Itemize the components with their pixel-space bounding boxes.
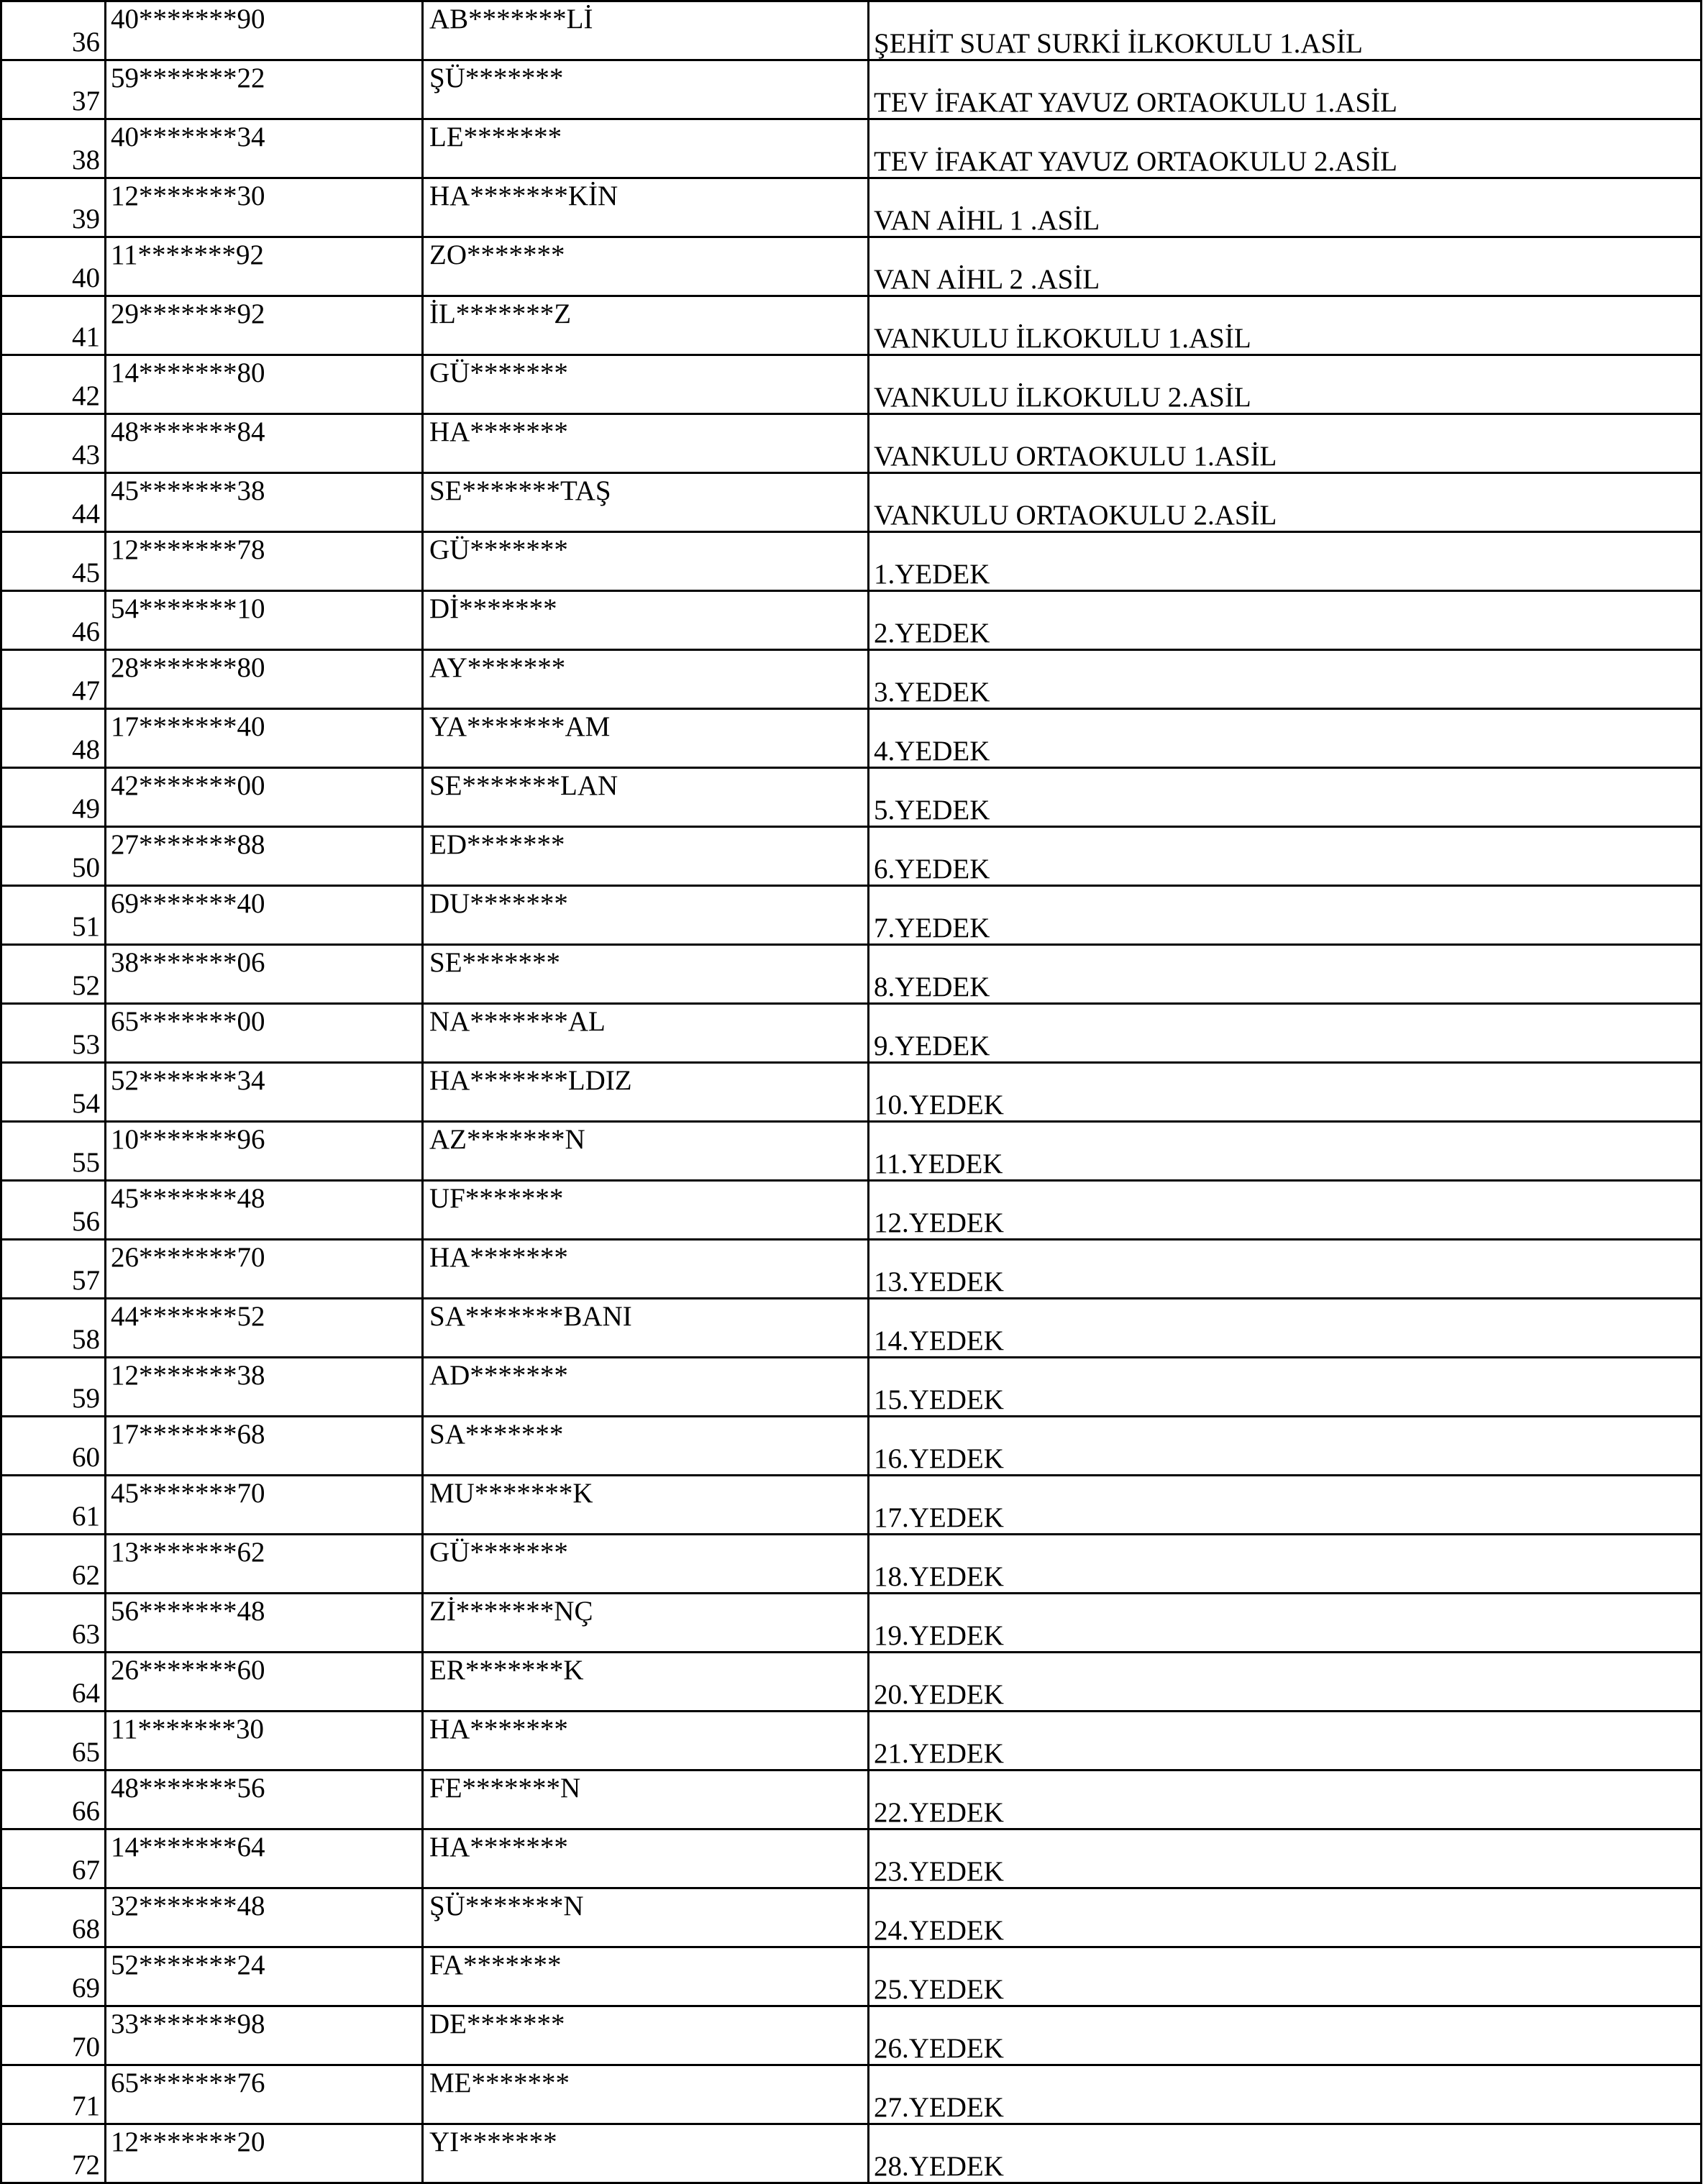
row-number: 53 (1, 1004, 106, 1063)
row-number: 44 (1, 473, 106, 532)
person-name: FA******* (423, 1947, 869, 2006)
table-row (1, 355, 1702, 414)
table-row (1, 1181, 1702, 1240)
id-number: 45*******70 (106, 1476, 423, 1535)
table-row (1, 237, 1702, 296)
row-number: 38 (1, 119, 106, 178)
table-row (1, 473, 1702, 532)
person-name: HA******* (423, 414, 869, 473)
id-number: 48*******84 (106, 414, 423, 473)
table-row (1, 1888, 1702, 1947)
school-assignment: TEV İFAKAT YAVUZ ORTAOKULU 2.ASİL (869, 119, 1702, 178)
id-number: 40*******90 (106, 1, 423, 60)
school-assignment: 11.YEDEK (869, 1122, 1702, 1181)
table-body (1, 1, 1702, 2183)
table-row (1, 178, 1702, 237)
table-row (1, 2006, 1702, 2065)
row-number: 55 (1, 1122, 106, 1181)
person-name: HA******* (423, 1829, 869, 1888)
school-assignment: VANKULU İLKOKULU 1.ASİL (869, 296, 1702, 355)
id-number: 32*******48 (106, 1888, 423, 1947)
school-assignment: TEV İFAKAT YAVUZ ORTAOKULU 1.ASİL (869, 60, 1702, 119)
row-number: 52 (1, 945, 106, 1004)
person-name: AB*******Lİ (423, 1, 869, 60)
person-name: NA*******AL (423, 1004, 869, 1063)
table-row (1, 1947, 1702, 2006)
row-number: 41 (1, 296, 106, 355)
person-name: SA******* (423, 1417, 869, 1476)
person-name: ME******* (423, 2065, 869, 2124)
id-number: 17*******40 (106, 709, 423, 768)
person-name: GÜ******* (423, 532, 869, 591)
table-row (1, 886, 1702, 945)
table-row (1, 1063, 1702, 1122)
school-assignment: 4.YEDEK (869, 709, 1702, 768)
row-number: 68 (1, 1888, 106, 1947)
school-assignment: 13.YEDEK (869, 1240, 1702, 1299)
person-name: AY******* (423, 650, 869, 709)
id-number: 65*******00 (106, 1004, 423, 1063)
row-number: 50 (1, 827, 106, 886)
id-number: 65*******76 (106, 2065, 423, 2124)
school-assignment: 27.YEDEK (869, 2065, 1702, 2124)
row-number: 67 (1, 1829, 106, 1888)
person-name: YA*******AM (423, 709, 869, 768)
table-row (1, 119, 1702, 178)
row-number: 60 (1, 1417, 106, 1476)
id-number: 10*******96 (106, 1122, 423, 1181)
school-assignment: ŞEHİT SUAT SURKİ İLKOKULU 1.ASİL (869, 1, 1702, 60)
row-number: 43 (1, 414, 106, 473)
id-number: 45*******48 (106, 1181, 423, 1240)
table-row (1, 768, 1702, 827)
person-name: SE*******TAŞ (423, 473, 869, 532)
person-name: SE*******LAN (423, 768, 869, 827)
person-name: ZO******* (423, 237, 869, 296)
row-number: 39 (1, 178, 106, 237)
school-assignment: 16.YEDEK (869, 1417, 1702, 1476)
school-assignment: 10.YEDEK (869, 1063, 1702, 1122)
id-number: 48*******56 (106, 1770, 423, 1829)
school-assignment: 7.YEDEK (869, 886, 1702, 945)
person-name: YI******* (423, 2124, 869, 2183)
row-number: 54 (1, 1063, 106, 1122)
id-number: 42*******00 (106, 768, 423, 827)
school-assignment: 22.YEDEK (869, 1770, 1702, 1829)
id-number: 56*******48 (106, 1594, 423, 1653)
person-name: UF******* (423, 1181, 869, 1240)
id-number: 29*******92 (106, 296, 423, 355)
table-row (1, 532, 1702, 591)
table-row (1, 1653, 1702, 1712)
id-number: 52*******34 (106, 1063, 423, 1122)
row-number: 70 (1, 2006, 106, 2065)
school-assignment: 12.YEDEK (869, 1181, 1702, 1240)
person-name: HA*******LDIZ (423, 1063, 869, 1122)
table-row (1, 1476, 1702, 1535)
school-assignment: 1.YEDEK (869, 532, 1702, 591)
row-number: 63 (1, 1594, 106, 1653)
id-number: 33*******98 (106, 2006, 423, 2065)
row-number: 69 (1, 1947, 106, 2006)
person-name: FE*******N (423, 1770, 869, 1829)
school-assignment: 3.YEDEK (869, 650, 1702, 709)
id-number: 45*******38 (106, 473, 423, 532)
table-row (1, 1240, 1702, 1299)
row-number: 46 (1, 591, 106, 650)
person-name: İL*******Z (423, 296, 869, 355)
person-name: HA******* (423, 1712, 869, 1770)
person-name: DE******* (423, 2006, 869, 2065)
id-number: 12*******38 (106, 1358, 423, 1417)
table-row (1, 1122, 1702, 1181)
table-row (1, 1712, 1702, 1770)
id-number: 40*******34 (106, 119, 423, 178)
id-number: 14*******80 (106, 355, 423, 414)
row-number: 72 (1, 2124, 106, 2183)
id-number: 27*******88 (106, 827, 423, 886)
id-number: 38*******06 (106, 945, 423, 1004)
school-assignment: VANKULU ORTAOKULU 1.ASİL (869, 414, 1702, 473)
school-assignment: VANKULU İLKOKULU 2.ASİL (869, 355, 1702, 414)
id-number: 14*******64 (106, 1829, 423, 1888)
id-number: 12*******30 (106, 178, 423, 237)
table-row (1, 60, 1702, 119)
id-number: 69*******40 (106, 886, 423, 945)
person-name: SA*******BANI (423, 1299, 869, 1358)
school-assignment: 25.YEDEK (869, 1947, 1702, 2006)
school-assignment: 20.YEDEK (869, 1653, 1702, 1712)
id-number: 12*******20 (106, 2124, 423, 2183)
school-assignment: 15.YEDEK (869, 1358, 1702, 1417)
id-number: 44*******52 (106, 1299, 423, 1358)
person-name: GÜ******* (423, 1535, 869, 1594)
table-row (1, 650, 1702, 709)
school-assignment: VAN AİHL 2 .ASİL (869, 237, 1702, 296)
person-name: SE******* (423, 945, 869, 1004)
row-number: 49 (1, 768, 106, 827)
id-number: 11*******30 (106, 1712, 423, 1770)
person-name: Zİ*******NÇ (423, 1594, 869, 1653)
person-name: ŞÜ******* (423, 60, 869, 119)
row-number: 45 (1, 532, 106, 591)
id-number: 12*******78 (106, 532, 423, 591)
row-number: 64 (1, 1653, 106, 1712)
table-row (1, 591, 1702, 650)
row-number: 59 (1, 1358, 106, 1417)
school-assignment: 24.YEDEK (869, 1888, 1702, 1947)
school-assignment: 6.YEDEK (869, 827, 1702, 886)
id-number: 17*******68 (106, 1417, 423, 1476)
table-row (1, 1004, 1702, 1063)
table-row (1, 2124, 1702, 2183)
person-name: GÜ******* (423, 355, 869, 414)
row-number: 36 (1, 1, 106, 60)
row-number: 58 (1, 1299, 106, 1358)
person-name: ED******* (423, 827, 869, 886)
school-assignment: 17.YEDEK (869, 1476, 1702, 1535)
row-number: 62 (1, 1535, 106, 1594)
school-assignment: 2.YEDEK (869, 591, 1702, 650)
person-name: HA*******KİN (423, 178, 869, 237)
school-assignment: 14.YEDEK (869, 1299, 1702, 1358)
school-assignment: VAN AİHL 1 .ASİL (869, 178, 1702, 237)
person-name: ER*******K (423, 1653, 869, 1712)
table-row (1, 1829, 1702, 1888)
id-number: 13*******62 (106, 1535, 423, 1594)
row-number: 66 (1, 1770, 106, 1829)
id-number: 52*******24 (106, 1947, 423, 2006)
person-name: DU******* (423, 886, 869, 945)
person-name: AZ*******N (423, 1122, 869, 1181)
school-assignment: 28.YEDEK (869, 2124, 1702, 2183)
row-number: 51 (1, 886, 106, 945)
table-row (1, 1299, 1702, 1358)
table-row (1, 709, 1702, 768)
table-row (1, 1, 1702, 60)
school-assignment: VANKULU ORTAOKULU 2.ASİL (869, 473, 1702, 532)
person-name: HA******* (423, 1240, 869, 1299)
row-number: 47 (1, 650, 106, 709)
school-assignment: 9.YEDEK (869, 1004, 1702, 1063)
row-number: 48 (1, 709, 106, 768)
table-row (1, 414, 1702, 473)
person-name: ŞÜ*******N (423, 1888, 869, 1947)
row-number: 56 (1, 1181, 106, 1240)
table-row (1, 1535, 1702, 1594)
school-assignment: 26.YEDEK (869, 2006, 1702, 2065)
id-number: 54*******10 (106, 591, 423, 650)
school-assignment: 23.YEDEK (869, 1829, 1702, 1888)
table-row (1, 1417, 1702, 1476)
row-number: 61 (1, 1476, 106, 1535)
person-name: LE******* (423, 119, 869, 178)
school-assignment: 5.YEDEK (869, 768, 1702, 827)
id-number: 26*******70 (106, 1240, 423, 1299)
school-assignment: 19.YEDEK (869, 1594, 1702, 1653)
row-number: 40 (1, 237, 106, 296)
school-assignment: 18.YEDEK (869, 1535, 1702, 1594)
school-assignment: 21.YEDEK (869, 1712, 1702, 1770)
person-name: Dİ******* (423, 591, 869, 650)
row-number: 71 (1, 2065, 106, 2124)
id-number: 11*******92 (106, 237, 423, 296)
person-name: AD******* (423, 1358, 869, 1417)
row-number: 65 (1, 1712, 106, 1770)
table-row (1, 1594, 1702, 1653)
table-row (1, 2065, 1702, 2124)
table-row (1, 296, 1702, 355)
row-number: 42 (1, 355, 106, 414)
table-row (1, 945, 1702, 1004)
row-number: 37 (1, 60, 106, 119)
school-assignment: 8.YEDEK (869, 945, 1702, 1004)
id-number: 28*******80 (106, 650, 423, 709)
table-row (1, 827, 1702, 886)
id-number: 26*******60 (106, 1653, 423, 1712)
table-row (1, 1770, 1702, 1829)
row-number: 57 (1, 1240, 106, 1299)
person-name: MU*******K (423, 1476, 869, 1535)
table-row (1, 1358, 1702, 1417)
id-number: 59*******22 (106, 60, 423, 119)
